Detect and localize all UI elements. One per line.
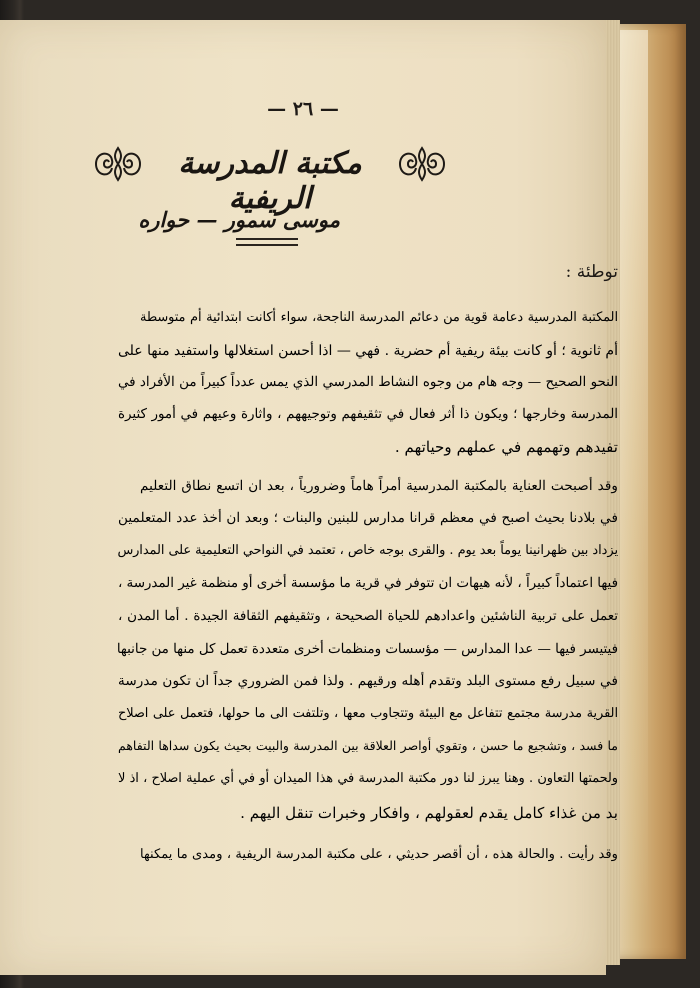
page-number: — ٢٦ — [267, 98, 339, 120]
text-line: وقد رأيت . والحالة هذه ، أن أقصر حديثي ، على مكتبة المدرسة الريفية ، ومدى ما يمكنها [140, 847, 618, 862]
text-line: بد من غذاء كامل يقدم لعقولهم ، وافكار وخبرات تنقل اليهم . [240, 804, 618, 822]
text-line: القرية مدرسة مجتمع تتفاعل مع البيئة وتتجاوب معها ، وتلتفت الى ما حولها، فتعمل على اصلاح [118, 706, 618, 721]
text-line: يزداد بين ظهرانينا يوماً بعد يوم . والقرى بوجه خاص ، تعتمد في النواحي التعليمية على المدارس [117, 543, 618, 558]
right-ornament-icon [394, 142, 450, 186]
text-line: ما فسد ، وتشجيع ما حسن ، وتقوي أواصر العلاقة بين المدرسة والبيت بحيث يكون سداها التفاهم [118, 738, 618, 753]
text-line: المدرسة وخارجها ؛ ويكون ذا أثر فعال في تثقيفهم وتوجيههم ، واثارة وعيهم في أمور كثيرة [118, 407, 618, 422]
text-line: النحو الصحيح — وجه هام من وجوه النشاط المدرسي الذي يمس عدداً كبيراً من الأفراد في [118, 375, 618, 390]
text-line: في بلادنا بحيث اصبح في معظم قرانا مدارس للبنين والبنات ؛ وبعد ان أخذ عدد المتعلمين [118, 510, 618, 526]
text-line: تفيدهم وتهمهم في عملهم وحياتهم . [394, 438, 618, 456]
divider-rule [236, 238, 298, 240]
title-block [90, 138, 450, 216]
text-line: فيتيسر فيها — عدا المدارس — مؤسسات ومنظمات أخرى متعددة تعمل كل منها من جانبها [116, 642, 618, 657]
author-name: موسى سمور — حواره [138, 207, 340, 232]
text-line: فيها اعتماداً كبيراً ، لأنه هيهات ان تتوفر في قرية ما مؤسسة أخرى أو منظمة غير المدرسة ، [117, 576, 618, 591]
article-title: مكتبة المدرسة الريفية [178, 146, 362, 216]
section-heading: توطئة : [565, 262, 618, 282]
text-line: في سبيل رفع مستوى البلد وتقدم أهله ورقيهم . ولذا فمن الضروري جداً ان تكون مدرسة [118, 673, 618, 689]
text-line: تعمل على تربية الناشئين واعدادهم للحياة الصحيحة ، وتثقيفهم الثقافة الجيدة . أما المدن ، [118, 609, 618, 624]
text-line: المكتبة المدرسية دعامة قوية من دعائم المدرسة الناجحة، سواء أكانت ابتدائية أم متوسطة [140, 310, 618, 325]
spine-highlight [618, 30, 648, 930]
text-line: وقد أصبحت العناية بالمكتبة المدرسية أمراً هاماً وضرورياً ، بعد ان اتسع نطاق التعليم [140, 478, 618, 494]
divider-rule [236, 244, 298, 246]
text-line: أم ثانوية ؛ أو كانت بيئة ريفية أم حضرية . فهي — اذا أحسن استغلالها واستفيد منها على [118, 343, 618, 359]
text-line: ولحمتها التعاون . وهنا يبرز لنا دور مكتبة المدرسة في هذا الميدان أو في أي عملية اصلاح ، اذ لا [118, 771, 618, 786]
